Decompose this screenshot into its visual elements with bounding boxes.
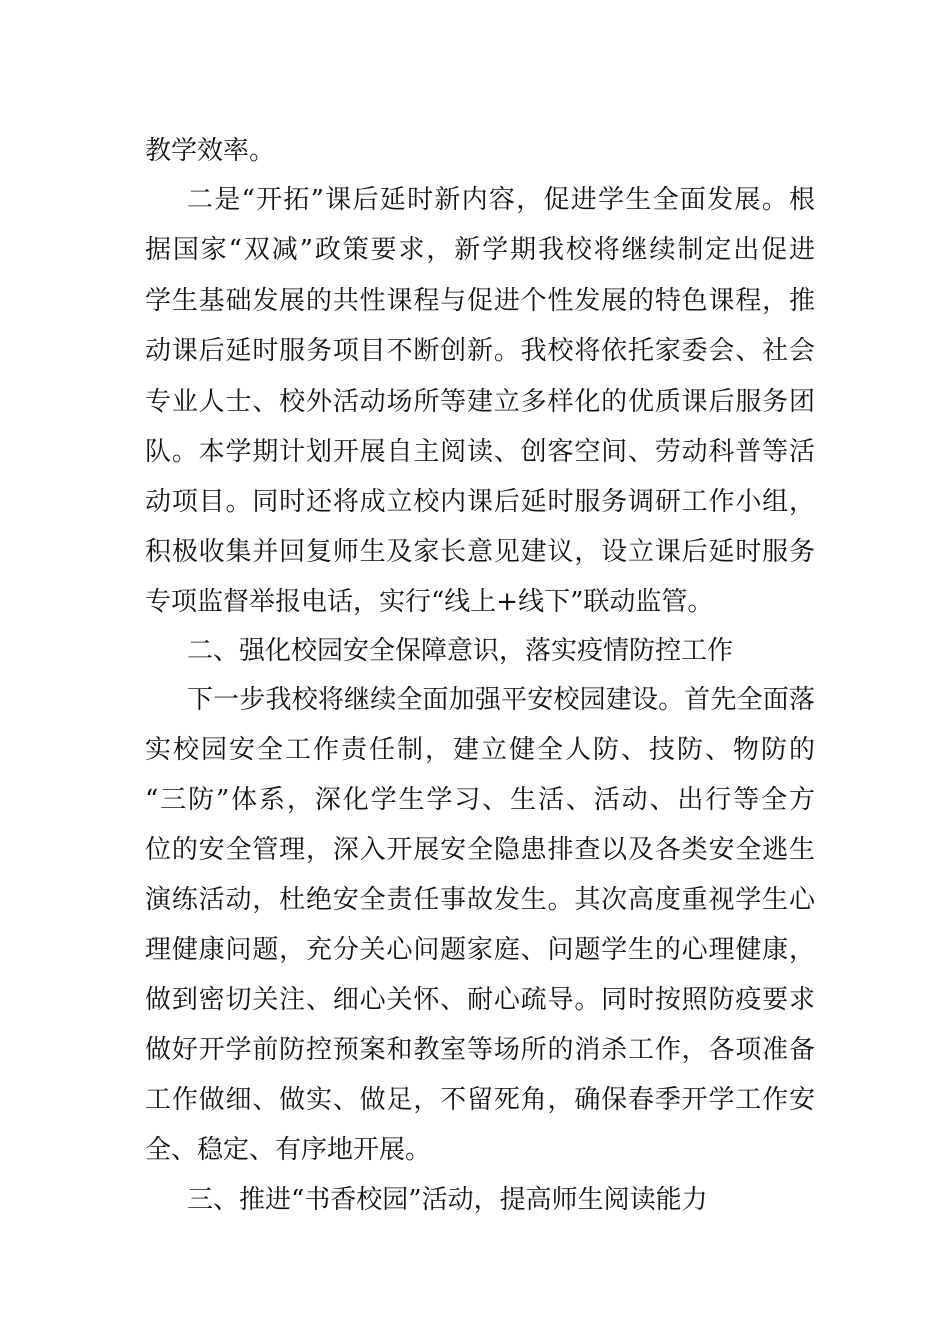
text-line: 专项监督举报电话，实行“线上+线下”联动监管。 xyxy=(145,587,714,617)
text-line: 全、稳定、有序地开展。 xyxy=(145,1135,432,1165)
text-line: 动项目。同时还将成立校内课后延时服务调研工作小组， xyxy=(145,487,815,517)
text-line: 教学效率。 xyxy=(145,136,276,166)
text-line: 演练活动，杜绝安全责任事故发生。其次高度重视学生心 xyxy=(145,885,815,915)
text-line: 二是“开拓”课后延时新内容，促进学生全面发展。根 xyxy=(187,185,815,215)
text-line: 做到密切关注、细心关怀、耐心疏导。同时按照防疫要求 xyxy=(145,985,815,1015)
text-line: 学生基础发展的共性课程与促进个性发展的特色课程，推 xyxy=(145,286,815,316)
text-line: 理健康问题，充分关心问题家庭、问题学生的心理健康， xyxy=(145,935,815,965)
text-line: 位的安全管理，深入开展安全隐患排查以及各类安全逃生 xyxy=(145,835,815,865)
text-line: 工作做细、做实、做足，不留死角，确保春季开学工作安 xyxy=(145,1085,815,1115)
text-line: 实校园安全工作责任制，建立健全人防、技防、物防的 xyxy=(145,735,815,765)
section-heading: 二、强化校园安全保障意识，落实疫情防控工作 xyxy=(187,636,734,666)
text-line: 据国家“双减”政策要求，新学期我校将继续制定出促进 xyxy=(145,235,815,265)
text-line: “三防”体系，深化学生学习、生活、活动、出行等全方 xyxy=(145,785,815,815)
section-heading: 三、推进“书香校园”活动，提高师生阅读能力 xyxy=(187,1185,708,1215)
text-line: 积极收集并回复师生及家长意见建议，设立课后延时服务 xyxy=(145,537,815,567)
text-line: 动课后延时服务项目不断创新。我校将依托家委会、社会 xyxy=(145,336,815,366)
text-line: 队。本学期计划开展自主阅读、创客空间、劳动科普等活 xyxy=(145,437,815,467)
text-line: 专业人士、校外活动场所等建立多样化的优质课后服务团 xyxy=(145,387,815,417)
text-line: 做好开学前防控预案和教室等场所的消杀工作，各项准备 xyxy=(145,1035,815,1065)
text-line: 下一步我校将继续全面加强平安校园建设。首先全面落 xyxy=(187,685,815,715)
